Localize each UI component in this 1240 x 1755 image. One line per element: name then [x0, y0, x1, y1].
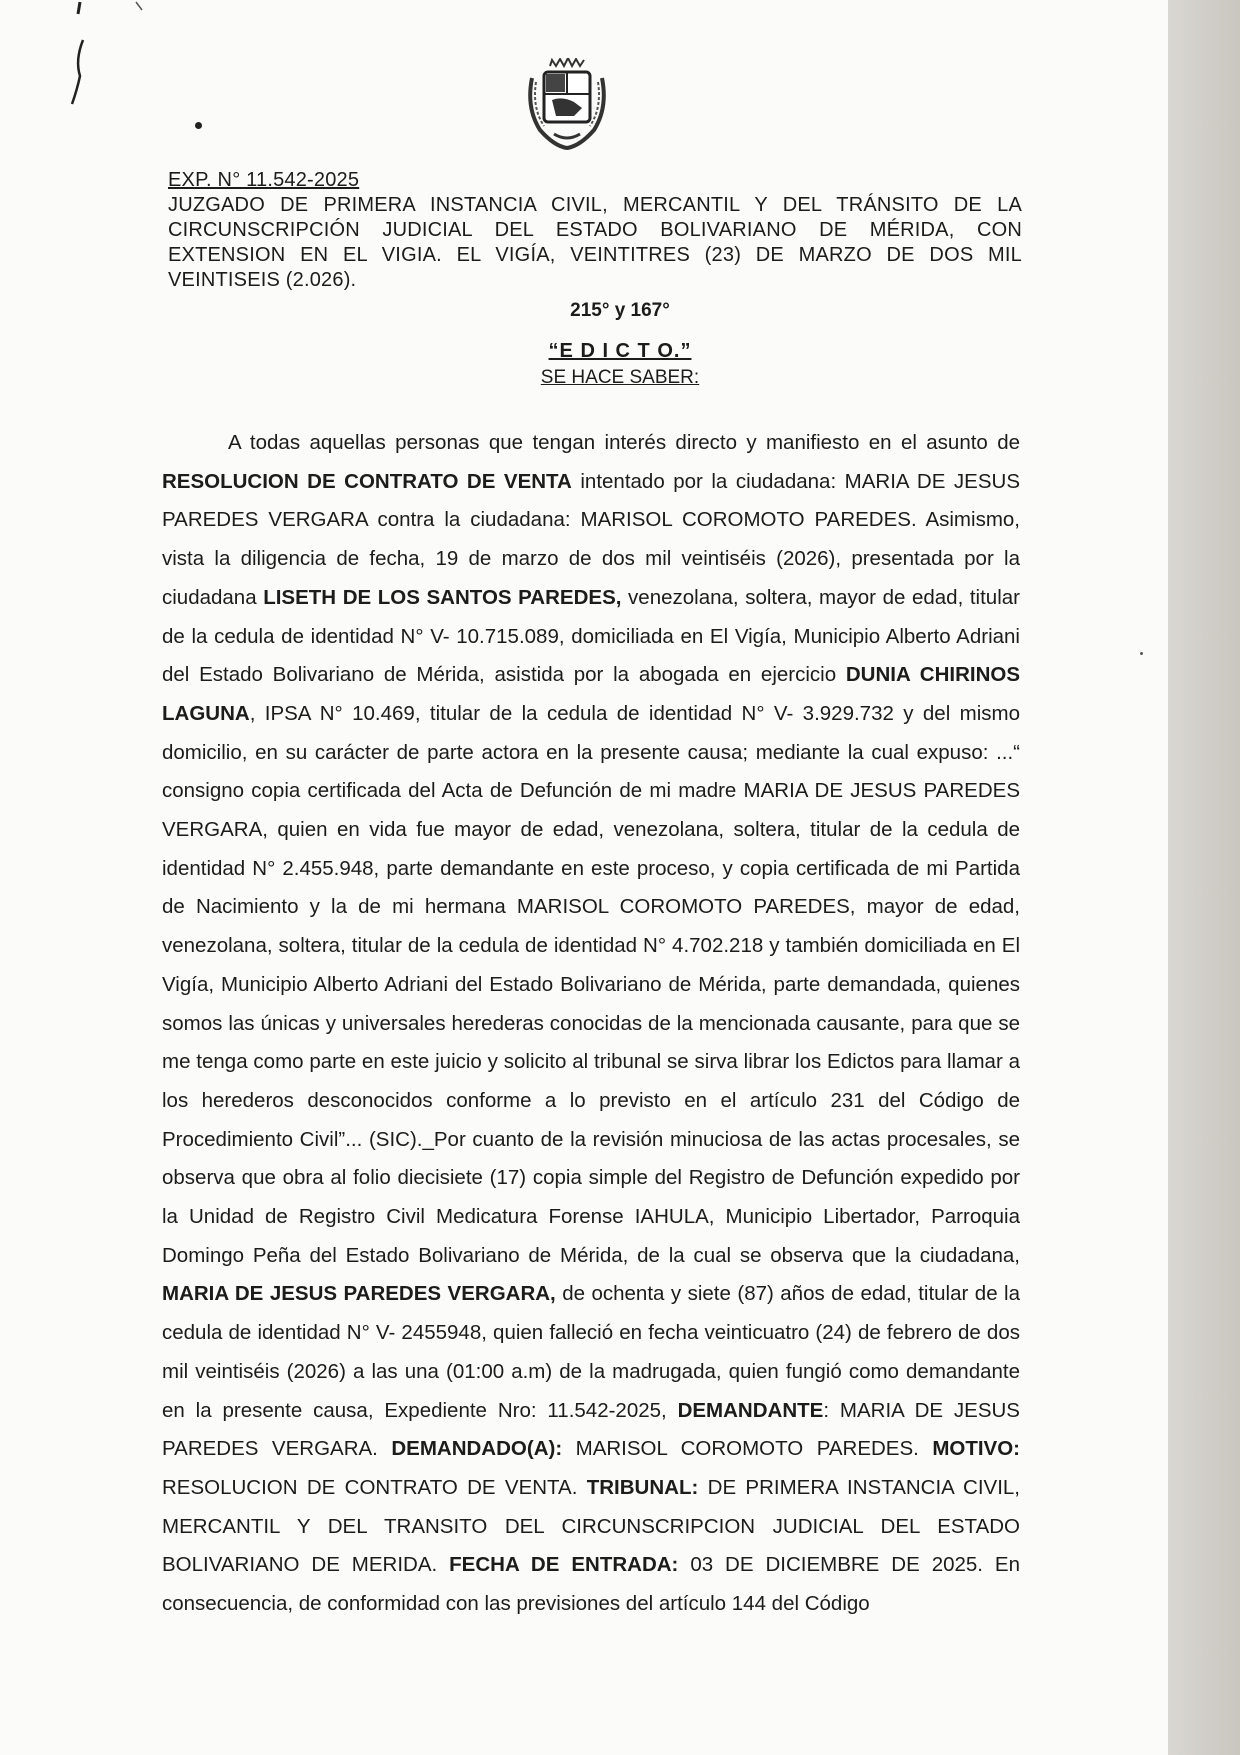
body-text: RESOLUCION DE CONTRATO DE VENTA.	[162, 1475, 587, 1499]
expediente-number: EXP. N° 11.542-2025	[168, 169, 360, 191]
edict-title: “E D I C T O.”	[548, 340, 692, 362]
body-text: DE PRIMERA INSTANCIA CIVIL, MERCANTIL Y DEL TRANSITO DEL CIRCUNSCRIPCION JUDICIAL DEL ESTADO BOLIVARIANO DE MERIDA.	[162, 1475, 1020, 1577]
body-text: MARISOL COROMOTO PAREDES.	[562, 1437, 933, 1461]
body-bold: MOTIVO:	[932, 1437, 1020, 1461]
edict-body	[162, 424, 1020, 1624]
body-bold: RESOLUCION DE CONTRATO DE VENTA	[162, 469, 572, 493]
coat-of-arms-icon	[522, 58, 612, 150]
body-bold: MARIA DE JESUS PAREDES VERGARA,	[162, 1282, 556, 1306]
edict-subtitle: SE HACE SABER:	[540, 367, 700, 388]
dot-mark	[1140, 652, 1143, 655]
years-line: 215° y 167°	[570, 300, 670, 321]
body-text: venezolana, soltera, mayor de edad, titular de la cedula de identidad N° V- 10.715.089, domiciliada en El Vigía, Municipio Alberto Adriani del Estado Bolivariano de Mérida, asistida por la abogada en ejercicio	[162, 585, 1020, 687]
body-bold: LISETH DE LOS SANTOS PAREDES,	[263, 585, 622, 609]
body-bold: DEMANDADO(A):	[391, 1437, 563, 1461]
body-text: , IPSA N° 10.469, titular de la cedula de identidad N° V- 3.929.732 y del mismo domicilio, en su carácter de parte actora en la presente causa; mediante la cual expuso: ...“ consigno copia certificada del Acta de Defunción de mi madre MARIA DE JESUS PAREDES VERGARA, quien en vida fue mayor de edad, venezolana, soltera, titular de la cedula de identidad N° 2.455.948, parte demandante en este proceso, y copia certificada de mi Partida de Nacimiento y la de mi hermana MARISOL COROMOTO PAREDES, mayor de edad, venezolana, soltera, titular de la cedula de identidad N° 4.702.218 y también domiciliada en El Vigía, Municipio Alberto Adriani del Estado Bolivariano de Mérida, parte demandada, quienes somos las únicas y universales herederas conocidas de la mencionada causante, para que se me tenga como parte en este juicio y solicito al tribunal se sirva librar los Edictos para llamar a los herederos desconocidos conforme a lo previsto en el artículo 231 del Código de Procedimiento Civil”... (SIC)._Por cuanto de la revisión minuciosa de las actas procesales, se observa que obra al folio diecisiete (17) copia simple del Registro de Defunción expedido por la Unidad de Registro Civil Medicatura Forense IAHULA, Municipio Libertador, Parroquia Domingo Peña del Estado Bolivariano de Mérida, de la cual se observa que la ciudadana,	[162, 701, 1020, 1267]
body-text: intentado por la ciudadana: MARIA DE JESUS PAREDES VERGARA contra la ciudadana: MARISOL COROMOTO PAREDES. Asimismo, vista la diligencia de fecha, 19 de marzo de dos mil veintiséis (2026), presentada por la ciudadana	[162, 469, 1020, 609]
document-header	[168, 168, 1022, 293]
pen-mark	[58, 0, 158, 110]
body-bold: DEMANDANTE	[677, 1398, 824, 1422]
body-bold: TRIBUNAL:	[586, 1475, 699, 1499]
body-text: A todas aquellas personas que tengan interés directo y manifiesto en el asunto de	[228, 431, 1020, 454]
body-text: 03 DE DICIEMBRE DE 2025. En consecuencia, de conformidad con las previsiones del artículo 144 del Código	[162, 1553, 1020, 1616]
court-header: JUZGADO DE PRIMERA INSTANCIA CIVIL, MERCANTIL Y DEL TRÁNSITO DE LA CIRCUNSCRIPCIÓN JUDICIAL DEL ESTADO BOLIVARIANO DE MÉRIDA, CON EXTENSION EN EL VIGIA. EL VIGÍA, VEINTITRES (23) DE MARZO DE DOS MIL VEINTISEIS (2.026).	[168, 194, 1022, 291]
body-bold: FECHA DE ENTRADA:	[449, 1553, 679, 1577]
body-text: : MARIA DE JESUS PAREDES VERGARA.	[162, 1398, 1020, 1461]
body-bold: DUNIA CHIRINOS LAGUNA	[162, 663, 1021, 725]
page-edge	[1168, 0, 1240, 1755]
body-text: de ochenta y siete (87) años de edad, titular de la cedula de identidad N° V- 2455948, quien falleció en fecha veinticuatro (24) de febrero de dos mil veintiséis (2026) a las una (01:00 a.m) de la madrugada, quien fungió como demandante en la presente causa, Expediente Nro: 11.542-2025,	[162, 1282, 1021, 1422]
dot-mark	[195, 122, 202, 129]
